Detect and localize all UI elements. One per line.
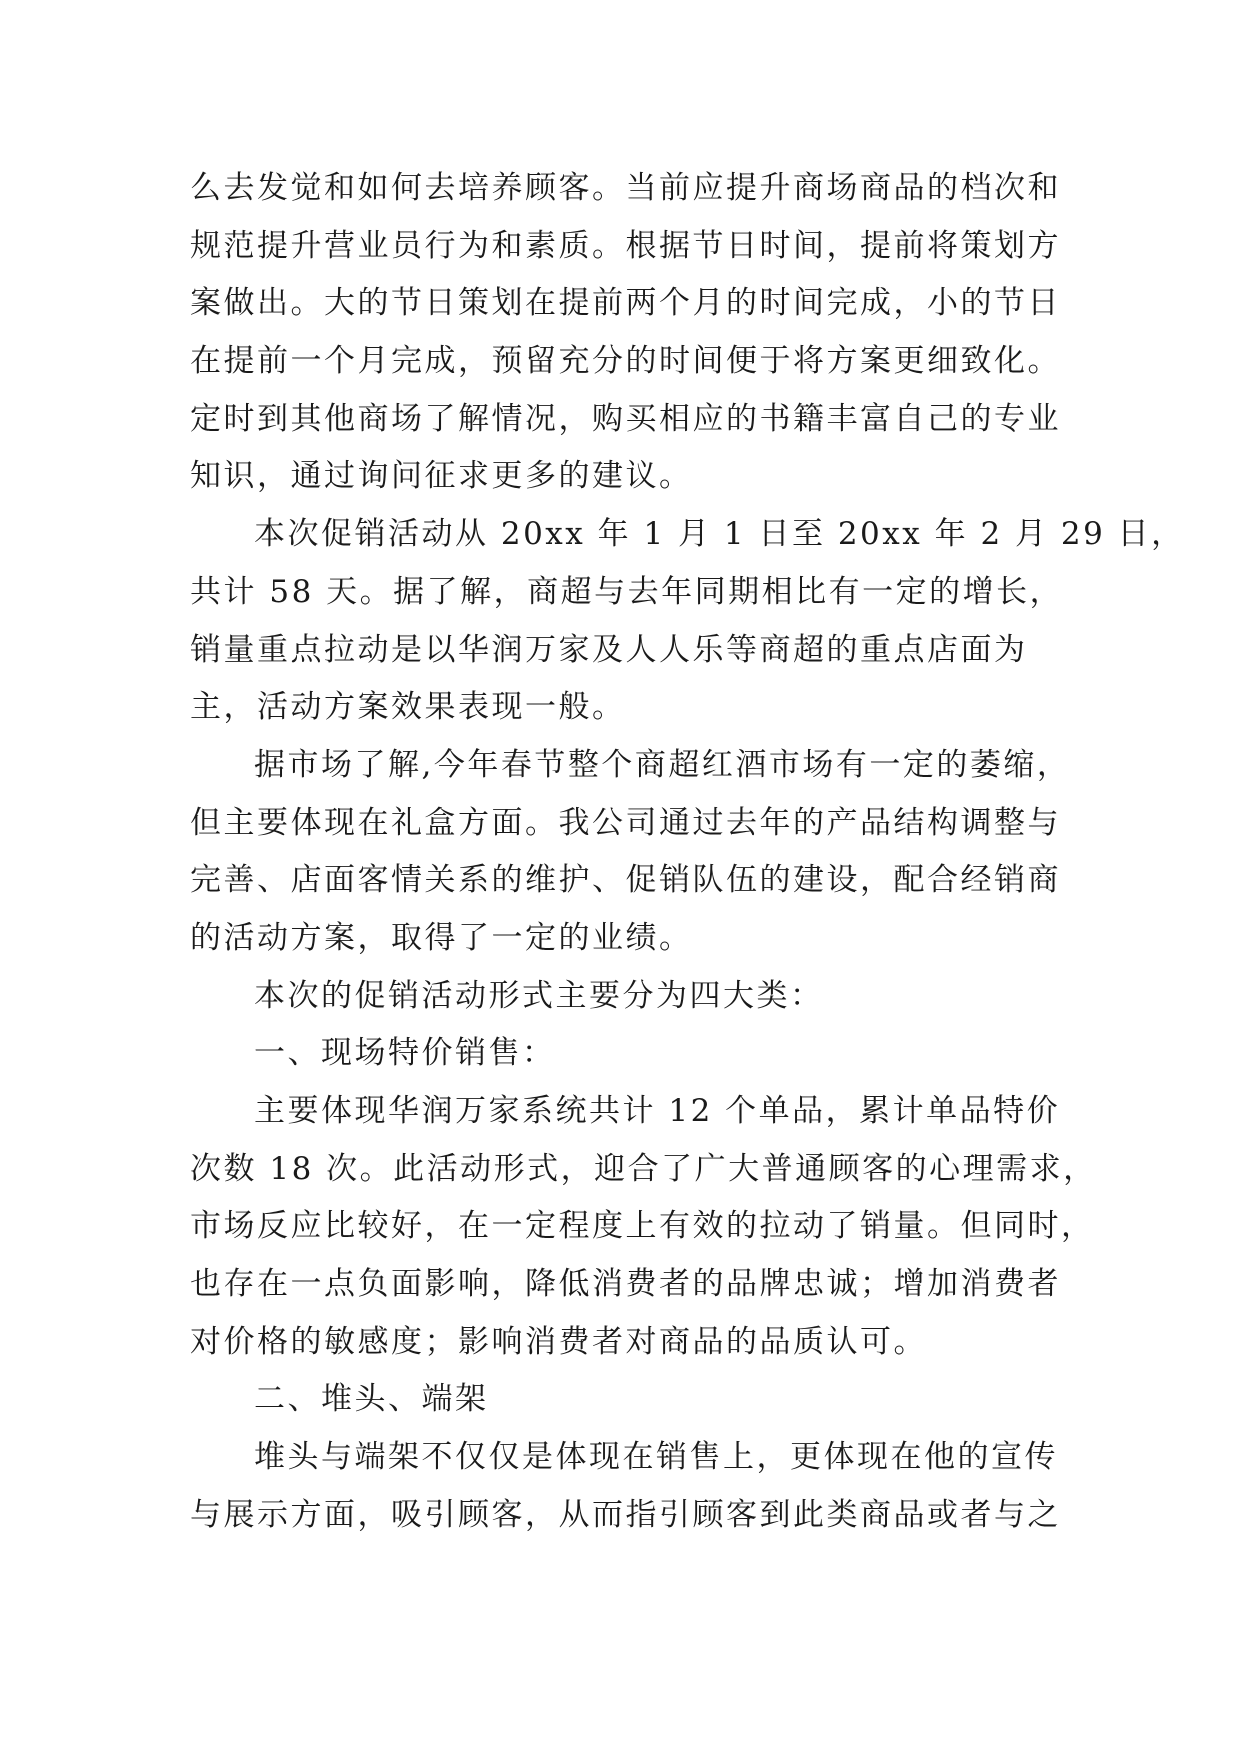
paragraph-line: 完善、店面客情关系的维护、促销队伍的建设，配合经销商 — [190, 862, 1061, 899]
paragraph-line: 本次的促销活动形式主要分为四大类： — [254, 977, 824, 1014]
paragraph-line: 二、堆头、端架 — [254, 1381, 489, 1418]
paragraph-line: 市场反应比较好，在一定程度上有效的拉动了销量。但同时， — [190, 1208, 1095, 1245]
document-body — [190, 160, 1185, 1545]
paragraph-line: 主要体现华润万家系统共计 12 个单品，累计单品特价 — [254, 1093, 1061, 1129]
paragraph-line: 在提前一个月完成，预留充分的时间便于将方案更细致化。 — [190, 343, 1061, 380]
paragraph-line: 定时到其他商场了解情况，购买相应的书籍丰富自己的专业 — [190, 400, 1061, 437]
paragraph-line: 一、现场特价销售： — [254, 1035, 556, 1072]
paragraph-line: 么去发觉和如何去培养顾客。当前应提升商场商品的档次和 — [190, 170, 1061, 206]
paragraph-line: 但主要体现在礼盒方面。我公司通过去年的产品结构调整与 — [190, 804, 1061, 841]
paragraph-line: 也存在一点负面影响，降低消费者的品牌忠诚；增加消费者 — [190, 1266, 1061, 1303]
paragraph-line: 与展示方面，吸引顾客，从而指引顾客到此类商品或者与之 — [190, 1496, 1061, 1533]
paragraph-line: 销量重点拉动是以华润万家及人人乐等商超的重点店面为 — [190, 631, 1028, 668]
paragraph-line: 共计 58 天。据了解，商超与去年同期相比有一定的增长， — [190, 573, 1064, 610]
paragraph-line: 案做出。大的节日策划在提前两个月的时间完成，小的节日 — [190, 285, 1061, 322]
paragraph-line: 本次促销活动从 20xx 年 1 月 1 日至 20xx 年 2 月 29 日， — [254, 516, 1185, 553]
paragraph-line: 堆头与端架不仅仅是体现在销售上，更体现在他的宣传 — [254, 1439, 1058, 1476]
paragraph-line: 次数 18 次。此活动形式，迎合了广大普通顾客的心理需求， — [190, 1150, 1097, 1187]
paragraph-line: 知识，通过询问征求更多的建议。 — [190, 458, 693, 495]
paragraph-line: 据市场了解,今年春节整个商超红酒市场有一定的萎缩， — [254, 746, 1071, 783]
paragraph-line: 的活动方案，取得了一定的业绩。 — [190, 919, 693, 956]
paragraph-line: 规范提升营业员行为和素质。根据节日时间，提前将策划方 — [190, 227, 1061, 264]
paragraph-line: 主，活动方案效果表现一般。 — [190, 689, 626, 726]
paragraph-line: 对价格的敏感度；影响消费者对商品的品质认可。 — [190, 1323, 927, 1360]
